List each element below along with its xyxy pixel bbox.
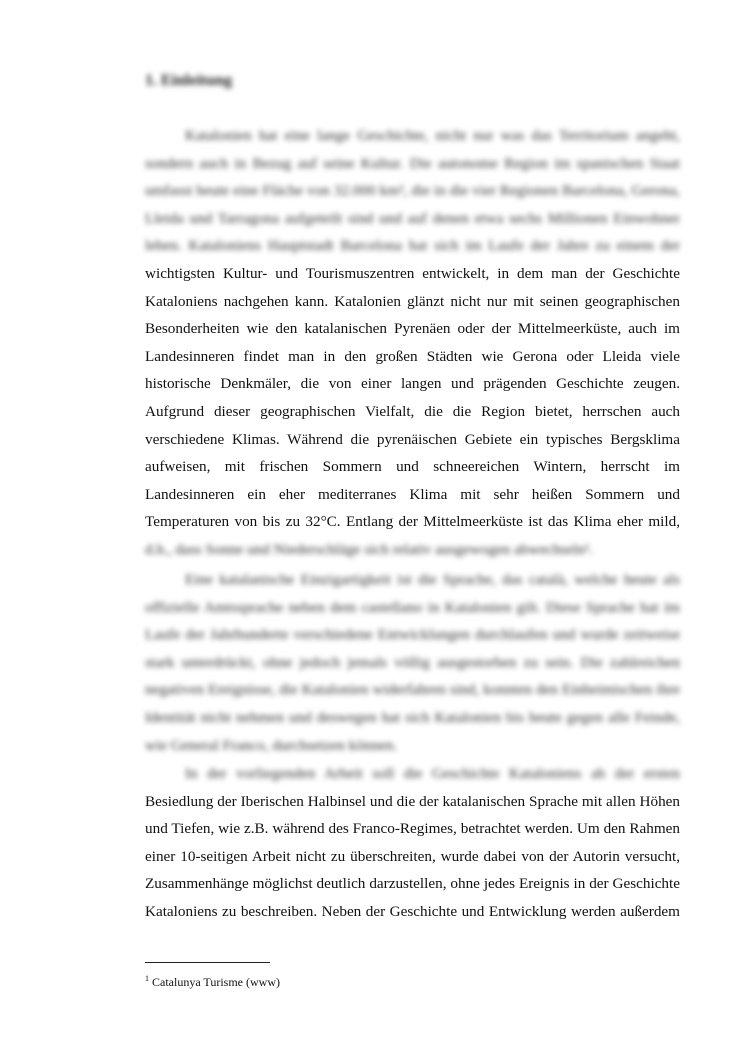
text-line: Kataloniens zu beschreiben. Neben der Geschichte und Entwicklung werden außerdem [145,903,680,920]
section-heading: 1. Einleitung [145,72,233,89]
text-line: Katalonien hat eine lange Geschichte, nicht nur was das Territorium angeht, [185,127,680,144]
text-line: Landesinneren findet man in den großen Städten wie Gerona oder Lleida viele [145,347,680,365]
text-line: Landesinneren ein eher mediterranes Klima mit sehr heißen Sommern und [145,485,680,503]
text-line: Eine katalanische Einzigartigkeit ist die Sprache, das català, welche heute als [185,571,680,588]
text-line: Kataloniens nachgehen kann. Katalonien glänzt nicht nur mit seinen geographischen [145,292,680,310]
text-line: Temperaturen von bis zu 32°C. Entlang der Mittelmeerküste ist das Klima eher mild, [145,513,680,531]
text-line: offizielle Amtssprache neben dem castellano in Katalonien gilt. Diese Sprache hat im [145,598,680,616]
text-line: wie General Franco, durchsetzen können. [145,736,398,754]
text-line: Zusammenhänge möglichst deutlich darzustellen, ohne jedes Ereignis in der Geschichte [145,875,680,893]
text-line: einer 10-seitigen Arbeit nicht zu überschreiten, wurde dabei von der Autorin versucht, [145,847,680,865]
text-line: d.h., dass Sonne und Niederschläge sich relativ ausgewogen abwechseln¹. [145,541,594,558]
text-line: stark unterdrückt, ohne jedoch jemals völlig ausgestorben zu sein. Die zahlreichen [145,653,680,671]
footnote [145,974,280,990]
text-line: Lleida und Tarragona aufgeteilt sind und auf denen etwa sechs Millionen Einwohner [145,209,680,227]
text-line: sondern auch in Bezug auf seine Kultur. Die autonome Region im spanischen Staat [145,154,680,172]
text-line: Besiedlung der Iberischen Halbinsel und die der katalanischen Sprache mit allen Höhen [145,792,680,810]
footnote-text: Catalunya Turisme (www) [152,975,280,989]
text-line: und Tiefen, wie z.B. während des Franco-Regimes, betrachtet werden. Um den Rahmen [145,820,680,838]
text-line: umfasst heute eine Fläche von 32.000 km², die in die vier Regionen Barcelona, Gerona, [145,182,680,200]
text-line: negativen Ereignisse, die Katalonien widerfahren sind, konnten den Einheimischen ihre [145,681,680,699]
text-line: leben. Kataloniens Hauptstadt Barcelona hat sich im Laufe der Jahre zu einem der [145,237,680,255]
text-line: Laufe der Jahrhunderte verschiedene Entwicklungen durchlaufen und wurde zeitweise [145,626,680,644]
text-line: verschiedene Klimas. Während die pyrenäischen Gebiete ein typisches Bergsklima [145,430,680,448]
text-line: aufweisen, mit frischen Sommern und schneereichen Wintern, herrscht im [145,458,680,476]
text-line: Aufgrund dieser geographischen Vielfalt, die die Region bietet, herrschen auch [145,403,680,420]
text-line: Identität nicht nehmen und deswegen hat sich Katalonien bis heute gegen alle Feinde, [145,709,680,726]
text-line: wichtigsten Kultur- und Tourismuszentren entwickelt, in dem man der Geschichte [145,265,680,282]
footnote-divider [145,962,270,963]
text-line: historische Denkmäler, die von einer langen und prägenden Geschichte zeugen. [145,375,680,393]
text-line: Besonderheiten wie den katalanischen Pyrenäen oder der Mittelmeerküste, auch im [145,320,680,338]
text-line: In der vorliegenden Arbeit soll die Geschichte Kataloniens ab der ersten [185,765,680,782]
footnote-mark: 1 [145,974,149,983]
